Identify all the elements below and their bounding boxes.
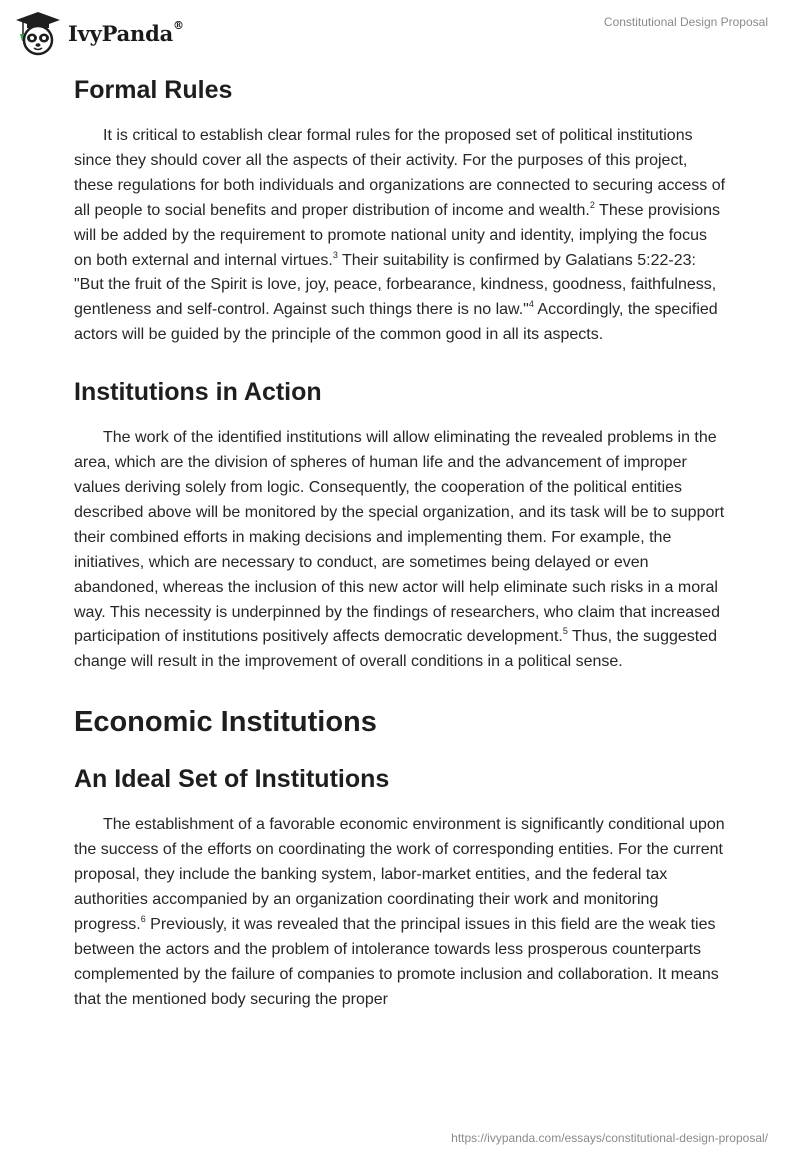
footnote-ref[interactable]: 4	[528, 299, 534, 310]
footnote-ref[interactable]: 3	[332, 249, 338, 260]
article-body	[74, 68, 728, 1012]
footnote-ref[interactable]: 6	[140, 913, 146, 924]
source-url[interactable]: https://ivypanda.com/essays/constitutional-design-proposal/	[451, 1131, 768, 1145]
paragraph-formal-rules: It is critical to establish clear formal rules for the proposed set of political institutions since they should cover all the aspects of their activity. For the purposes of this project, these regulations for both individuals and organizations are connected to securing access of all people to social benefits and proper distribution of income and wealth.$^2$ These provisions will be added by the requirement to promote national unity and identity, implying the focus on both external and internal virtues.$^3$ Their suitability is confirmed by Galatians 5:22-23: "But the fruit of the Spirit is love, joy, peace, forbearance, kindness, goodness, faithfulness, gentleness and self-control. Against such things there is no law."$^4$ Accordingly, the specified actors will be guided by the principle of the common good in all its aspects.	[74, 127, 726, 344]
document-title: Constitutional Design Proposal	[603, 15, 768, 29]
brand-logo[interactable]	[14, 10, 184, 56]
heading-economic-institutions: Economic Institutions	[74, 706, 377, 739]
heading-formal-rules: Formal Rules	[74, 76, 233, 104]
footnote-ref[interactable]: 2	[589, 199, 595, 210]
paragraph-institutions-in-action: The work of the identified institutions will allow eliminating the revealed problems in the area, which are the division of spheres of human life and the advancement of improper values deriving solely from logic. Consequently, the cooperation of the political entities described above will be monitored by the special organization, and its task will be to support their combined efforts in making decisions and implementing them. For example, the initiatives, which are necessary to conduct, are sometimes being delayed or even abandoned, whereas the inclusion of this new actor will help eliminate such risks in a moral way. This necessity is underpinned by the findings of researchers, who claim that increased participation of institutions positively affects democratic development.$^5$ Thus, the suggested change will result in the improvement of overall conditions in a political sense.	[74, 429, 725, 671]
panda-graduate-icon	[14, 10, 62, 56]
footnote-ref[interactable]: 5	[562, 626, 568, 637]
heading-ideal-set: An Ideal Set of Institutions	[74, 765, 390, 794]
heading-institutions-in-action: Institutions in Action	[74, 378, 322, 407]
paragraph-ideal-set: The establishment of a favorable economic environment is significantly conditional upon the success of the efforts on coordinating the work of corresponding entities. For the current proposal, they include the banking system, labor-market entities, and the federal tax authorities accompanied by an organization coordinating their work and monitoring progress.$^6$ Previously, it was revealed that the principal issues in this field are the weak ties between the actors and the problem of intolerance towards less prosperous counterparts complemented by the failure of companies to promote inclusion and collaboration. It means that the mentioned body securing the proper	[74, 816, 725, 1008]
brand-name: IvyPanda®	[68, 18, 184, 46]
